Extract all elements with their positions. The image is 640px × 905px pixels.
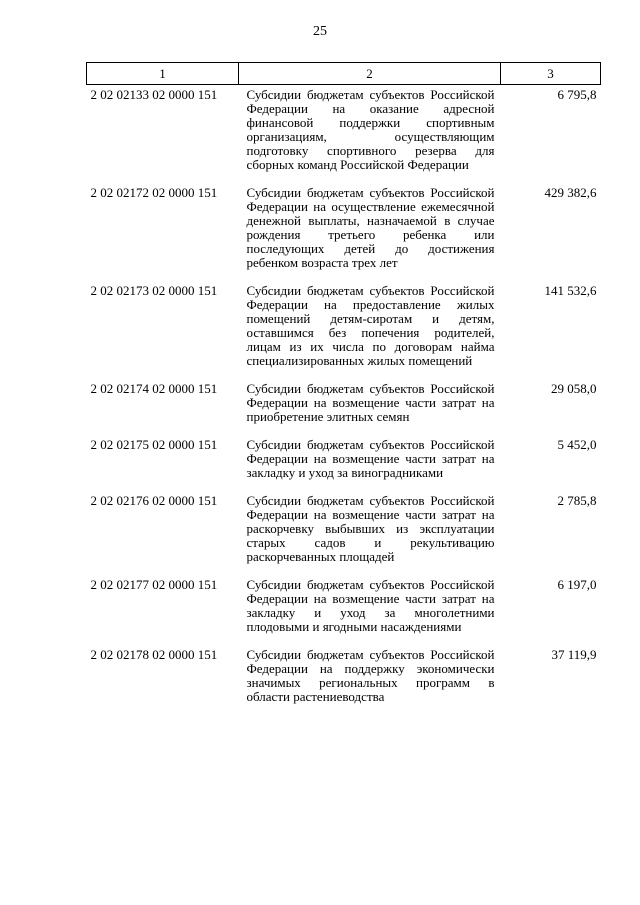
table-header-row — [87, 63, 601, 85]
amount-cell: 429 382,6 — [544, 185, 597, 200]
budget-code-cell: 2 02 02175 02 0000 151 — [90, 437, 218, 452]
budget-code-cell: 2 02 02173 02 0000 151 — [90, 283, 218, 298]
budget-code-cell: 2 02 02176 02 0000 151 — [90, 493, 218, 508]
description-cell: Субсидии бюджетам субъектов Российской Федерации на возмещение части затрат на приобретение элитных семян — [246, 381, 495, 424]
table-row — [87, 186, 601, 284]
column-header-code: 1 — [87, 63, 239, 85]
budget-table — [86, 62, 601, 718]
description-cell: Субсидии бюджетам субъектов Российской Федерации на возмещение части затрат на закладку и уход за многолетними плодовыми и ягодными насаждениями — [246, 577, 495, 634]
amount-cell: 6 197,0 — [557, 577, 597, 592]
budget-code-cell: 2 02 02174 02 0000 151 — [90, 381, 218, 396]
amount-cell: 29 058,0 — [551, 381, 597, 396]
column-header-amount: 3 — [501, 63, 601, 85]
description-cell: Субсидии бюджетам субъектов Российской Федерации на предоставление жилых помещений детям-сиротам и детям, оставшимся без попечения родителей, лицам из их числа по договорам найма специализированных жилых помещений — [246, 283, 495, 368]
description-cell: Субсидии бюджетам субъектов Российской Федерации на возмещение части затрат на раскорчевку выбывших из эксплуатации старых садов и рекультивацию раскорчеванных площадей — [246, 493, 495, 564]
page-number: 25 — [313, 24, 327, 39]
budget-code-cell: 2 02 02178 02 0000 151 — [90, 647, 218, 662]
column-header-description: 2 — [239, 63, 501, 85]
budget-code-cell: 2 02 02133 02 0000 151 — [90, 87, 218, 102]
table-row — [87, 284, 601, 382]
budget-code-cell: 2 02 02177 02 0000 151 — [90, 577, 218, 592]
description-cell: Субсидии бюджетам субъектов Российской Федерации на осуществление ежемесячной денежной выплаты, назначаемой в случае рождения третьего ребенка или последующих детей до достижения ребенком возраста трех лет — [246, 185, 495, 270]
amount-cell: 37 119,9 — [551, 647, 597, 662]
table-row — [87, 382, 601, 438]
table-row — [87, 648, 601, 718]
table-row — [87, 578, 601, 648]
amount-cell: 141 532,6 — [544, 283, 597, 298]
description-cell: Субсидии бюджетам субъектов Российской Федерации на возмещение части затрат на закладку и уход за виноградниками — [246, 437, 495, 480]
budget-code-cell: 2 02 02172 02 0000 151 — [90, 185, 218, 200]
table-row — [87, 494, 601, 578]
table-row — [87, 438, 601, 494]
description-cell: Субсидии бюджетам субъектов Российской Федерации на оказание адресной финансовой поддержки спортивным организациям, осуществляющим подготовку спортивного резерва для сборных команд Российской Федерации — [246, 87, 495, 172]
amount-cell: 5 452,0 — [557, 437, 597, 452]
amount-cell: 2 785,8 — [557, 493, 597, 508]
table-row — [87, 85, 601, 187]
description-cell: Субсидии бюджетам субъектов Российской Федерации на поддержку экономически значимых региональных программ в области растениеводства — [246, 647, 495, 704]
amount-cell: 6 795,8 — [557, 87, 597, 102]
